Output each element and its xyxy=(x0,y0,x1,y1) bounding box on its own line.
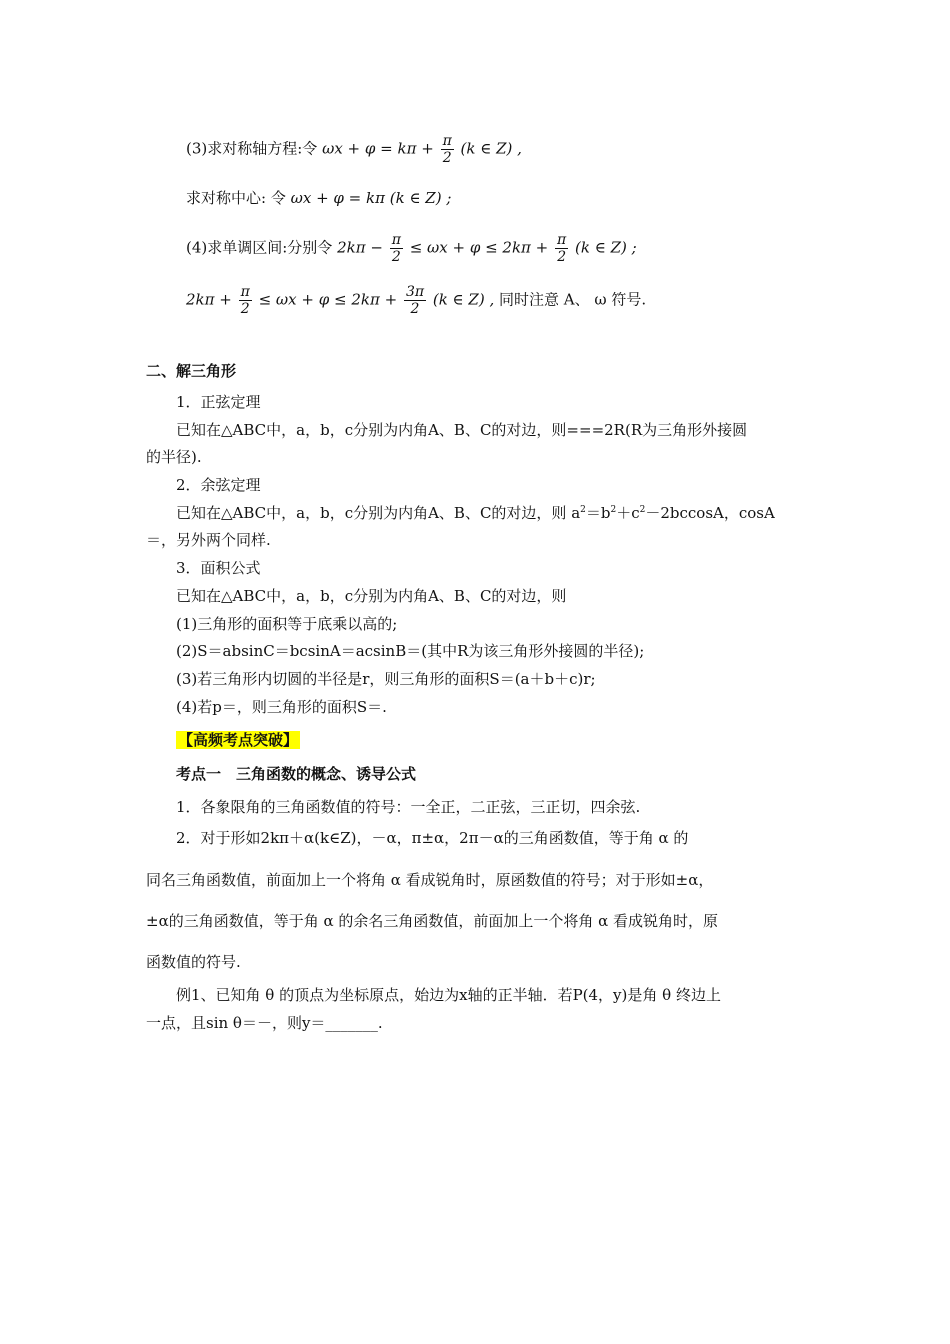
formula-note: 同时注意 A、 ω 符号. xyxy=(499,290,647,309)
cosine-law-line-1: 已知在△ABC中，a，b，c分别为内角A、B、C的对边，则 $a^2=b^2+c^2-2bccosA$，cosA xyxy=(176,504,775,522)
sine-law-line-2: 的半径). xyxy=(146,448,202,466)
formula-expression: ωx + φ = kπ + xyxy=(322,139,434,158)
item-2-line-2: 同名三角函数值，前面加上一个将角 α 看成锐角时，原函数值的符号；对于形如±α， xyxy=(146,871,714,889)
formula-expression: ≤ ωx + φ ≤ 2kπ + xyxy=(409,238,549,257)
highlight-tag-text: 【高频考点突破】 xyxy=(178,731,299,749)
area-formula-item-2: (2)S＝absinC＝bcsinA＝acsinB＝(其中R为该三角形外接圆的半径); xyxy=(176,642,645,660)
monotonic-interval-formula-2 xyxy=(186,285,646,316)
fraction: $\frac{\pi}{2}$ xyxy=(391,232,401,265)
formula-expression: ωx + φ = kπ (k ∈ Z) ; xyxy=(290,189,452,207)
kaodian-heading: 考点一 三角函数的概念、诱导公式 xyxy=(176,765,417,783)
example-line-2: 一点，且sin θ＝－，则y＝_______. xyxy=(146,1014,383,1032)
formula-label: (4)求单调区间:分别令 xyxy=(186,238,333,257)
formula-expression: (k ∈ Z) , xyxy=(460,139,522,158)
sine-law-line-1: 已知在△ABC中，a，b，c分别为内角A、B、C的对边，则===2R(R为三角形外接圆 xyxy=(176,421,748,439)
formula-label: (3)求对称轴方程:令 xyxy=(186,139,318,158)
formula-expression: 2kπ + xyxy=(186,290,232,309)
item-2-line-1: 2．对于形如2kπ＋α(k∈Z)，－α，π±α，2π－α的三角函数值，等于角 α 的 xyxy=(176,829,689,847)
formula-expression: (k ∈ Z) , xyxy=(432,290,495,309)
item-2-line-4: 函数值的符号. xyxy=(146,953,241,971)
area-formula-title: 3．面积公式 xyxy=(176,559,261,577)
center-of-symmetry-formula xyxy=(186,188,451,208)
section-heading: 二、解三角形 xyxy=(146,362,237,380)
area-formula-item-1: (1)三角形的面积等于底乘以高的; xyxy=(176,615,398,633)
fraction: $\frac{\pi}{2}$ xyxy=(557,232,567,265)
area-formula-item-3: (3)若三角形内切圆的半径是r，则三角形的面积S＝(a＋b＋c)r; xyxy=(176,670,596,688)
fraction: $\frac{3\pi}{2}$ xyxy=(405,284,425,317)
item-2-line-3: ±α的三角函数值，等于角 α 的余名三角函数值，前面加上一个将角 α 看成锐角时，原 xyxy=(146,912,719,930)
item-1: 1．各象限角的三角函数值的符号：一全正，二正弦，三正切，四余弦. xyxy=(176,798,641,816)
monotonic-interval-formula xyxy=(186,233,637,264)
formula-expression: (k ∈ Z) ; xyxy=(575,238,637,257)
fraction: $\frac{\pi}{2}$ xyxy=(240,284,250,317)
fraction: $\frac{\pi}{2}$ xyxy=(442,133,452,166)
example-line-1: 例1、已知角 θ 的顶点为坐标原点，始边为x轴的正半轴．若P(4，y)是角 θ 终边上 xyxy=(176,986,721,1004)
axis-of-symmetry-formula xyxy=(186,134,522,165)
formula-expression: ≤ ωx + φ ≤ 2kπ + xyxy=(258,290,398,309)
cosine-law-line-2: ＝，另外两个同样. xyxy=(146,531,271,549)
area-formula-line-1: 已知在△ABC中，a，b，c分别为内角A、B、C的对边，则 xyxy=(176,587,567,605)
sine-law-title: 1．正弦定理 xyxy=(176,393,261,411)
area-formula-item-4: (4)若p＝，则三角形的面积S＝. xyxy=(176,698,387,716)
cosine-law-title: 2．余弦定理 xyxy=(176,476,261,494)
formula-label: 求对称中心: 令 xyxy=(186,189,286,207)
formula-expression: 2kπ − xyxy=(337,238,383,257)
highlight-tag xyxy=(176,730,300,750)
